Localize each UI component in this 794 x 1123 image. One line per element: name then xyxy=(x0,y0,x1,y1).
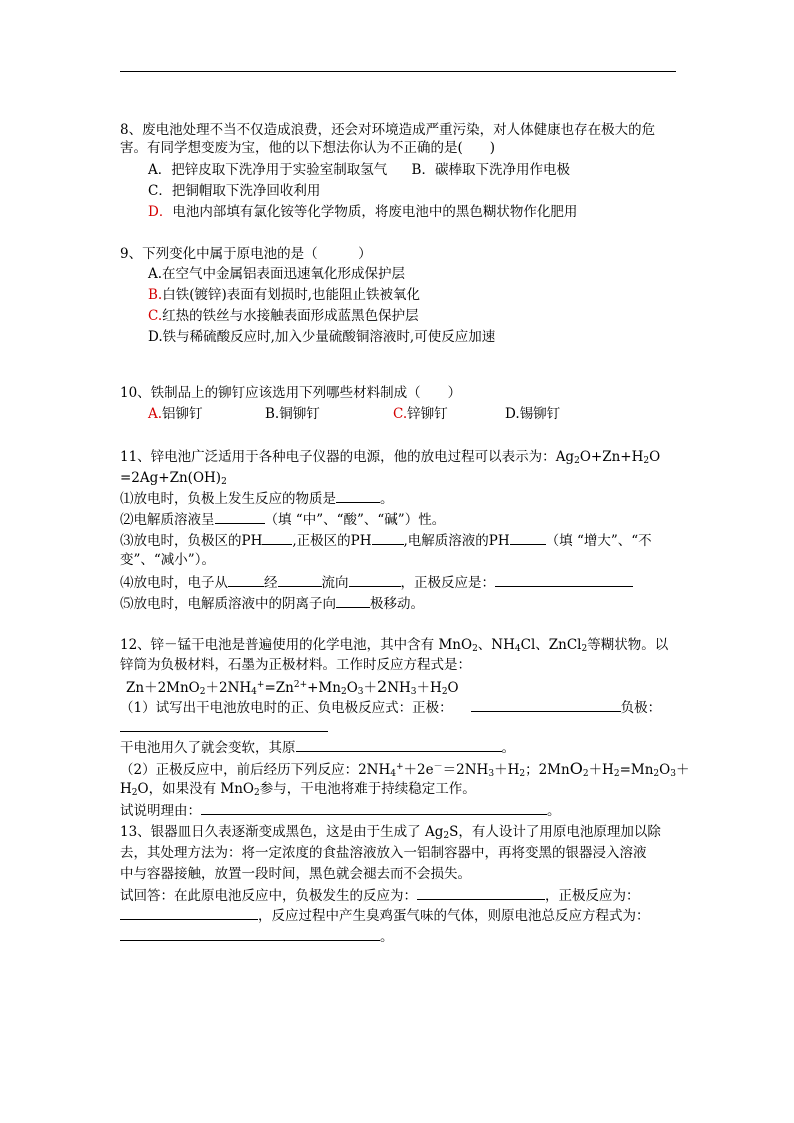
q12-part1-text: 负极： xyxy=(620,700,662,716)
q13-part2-text: ，反应过程中产生臭鸡蛋气味的气体，则原电池总反应方程式为： xyxy=(258,908,650,924)
q12-part1-blank-row xyxy=(120,718,328,737)
q8-option-a-text: A．把锌皮取下洗净用于实验室制取氢气 xyxy=(148,162,388,178)
q8-option-d-letter: D． xyxy=(148,204,173,220)
q11-part2-end: （填 “中”、“酸”、“碱”）性。 xyxy=(264,512,446,528)
answer-blank[interactable] xyxy=(495,573,633,587)
q12-eq-part: ＋ xyxy=(363,680,378,696)
q12-eq-sub: 2 xyxy=(199,687,206,697)
answer-blank[interactable] xyxy=(417,886,545,900)
q12-part2-sub: 2 xyxy=(131,788,138,798)
q12-eq-sub: 4 xyxy=(251,687,257,697)
q11-part1-text: ⑴放电时，负极上发生反应的物质是 xyxy=(120,491,336,507)
q10-stem: 10、铁制品上的铆钉应该选用下列哪些材料制成（ ） xyxy=(120,385,462,401)
q12-eq-sub: 2 xyxy=(441,687,448,697)
q12-reason xyxy=(120,801,561,820)
q11-part5 xyxy=(120,594,424,613)
q11-part3 xyxy=(120,531,652,550)
q11-part4-text: ，正极反应是： xyxy=(400,575,495,591)
q12-part2-sup: + xyxy=(396,762,404,772)
q12-stem-text: 等糊状物。以 xyxy=(587,637,669,653)
q12-eq-part: O xyxy=(346,680,358,696)
q12-part2-cont xyxy=(120,780,476,798)
q9-option-b xyxy=(148,286,420,304)
q10-option-a-text: 铝铆钉 xyxy=(162,406,203,422)
q11-part3-cont: 变”、“减小”）。 xyxy=(120,552,215,568)
answer-blank[interactable] xyxy=(120,906,258,920)
answer-blank[interactable] xyxy=(215,510,265,524)
q12-eq-part: ＋H xyxy=(416,680,442,696)
answer-blank[interactable] xyxy=(510,531,546,545)
q12-eq-sub: 2 xyxy=(340,687,347,697)
answer-blank[interactable] xyxy=(296,738,502,752)
q11-eq2-part: =2Ag+Zn(OH) xyxy=(120,470,222,486)
q9-stem: 9、下列变化中属于原电池的是（ ） xyxy=(120,246,372,262)
q11-stem-line1 xyxy=(120,448,660,466)
answer-blank[interactable] xyxy=(120,927,380,941)
q12-part2-text: （2）正极反应中，前后经历下列反应：2NH xyxy=(120,762,391,778)
q12-eq-part: O xyxy=(447,680,459,696)
q9-option-c-text: 红热的铁丝与水接触表面形成蓝黑色保护层 xyxy=(162,308,419,324)
q9-option-d: D.铁与稀硫酸反应时,加入少量硫酸铜溶液时,可使反应加速 xyxy=(148,329,496,345)
q12-reason-text: 试说明理由： xyxy=(120,803,201,819)
q10-option-a-letter: A. xyxy=(148,406,163,422)
q12-part1-cont xyxy=(120,738,515,757)
q13-part1-text: ，正极反应为： xyxy=(545,888,640,904)
q12-eq-coefficient: 2 xyxy=(377,677,388,696)
q8-option-a xyxy=(148,161,570,179)
q9-option-c-letter: C. xyxy=(148,308,163,324)
q11-part4-text: ⑷放电时，电子从 xyxy=(120,575,228,591)
q12-part2-sub: 4 xyxy=(390,769,396,779)
q12-part2-sub: 2 xyxy=(519,769,526,779)
q9-option-a: A.在空气中金属铝表面迅速氧化形成保护层 xyxy=(148,266,406,282)
q11-part1-end: 。 xyxy=(380,491,394,507)
q11-part3-text: ,电解质溶液的PH xyxy=(403,533,510,549)
q11-part3-text: （填 “增大”、“不 xyxy=(545,533,652,549)
q12-part2-text: ＋ xyxy=(675,762,690,778)
q12-stem-line2: 锌筒为负极材料，石墨为正极材料。工作时反应方程式是： xyxy=(120,657,471,673)
q12-stem-text: Cl、ZnCl xyxy=(520,637,582,653)
q11-part4-text: 流向 xyxy=(321,575,349,591)
q10-option-a xyxy=(148,405,203,423)
q12-part2-sub: 3 xyxy=(488,769,495,779)
q12-stem-line1 xyxy=(120,636,668,654)
q11-part4-text: 经 xyxy=(264,575,278,591)
answer-blank[interactable] xyxy=(201,801,547,815)
q12-part2-sub: 2 xyxy=(253,788,260,798)
q12-stem-text: 、NH xyxy=(477,637,515,653)
q12-part2-text: ；2Mn xyxy=(525,762,570,778)
q12-part2-text: ＝2NH xyxy=(442,762,489,778)
q10-option-c-letter: C. xyxy=(393,406,408,422)
header-rule xyxy=(120,71,676,72)
q11-eq-part: O xyxy=(649,449,661,465)
q12-stem-sub: 4 xyxy=(514,644,521,654)
q13-part2 xyxy=(120,906,650,925)
q13-part1-text: 试回答：在此原电池反应中，负极发生的反应为： xyxy=(120,888,417,904)
q12-eq-part: ＋2NH xyxy=(205,680,252,696)
answer-blank[interactable] xyxy=(120,718,328,732)
q9-option-b-text: 白铁(镀锌)表面有划损时,也能阻止铁被氧化 xyxy=(162,287,421,303)
q12-part2-sup: － xyxy=(433,762,443,772)
q12-part2-text: 参与，干电池将难于持续稳定工作。 xyxy=(259,781,476,797)
q12-part2-sub: 3 xyxy=(670,769,676,779)
q11-eq-sub: 2 xyxy=(574,456,580,466)
q12-eq-part: +Mn xyxy=(307,680,341,696)
q12-eq-sup: + xyxy=(256,680,265,690)
q12-part2-text: ＋H xyxy=(588,762,614,778)
q12-eq-part: =Zn xyxy=(264,680,294,696)
q12-part2-text: ＋H xyxy=(494,762,520,778)
q11-equation-line2 xyxy=(120,469,227,487)
q13-stem-text: 13、银器皿日久表逐渐变成黑色，这是由于生成了 Ag xyxy=(120,824,444,840)
q10-option-d: D.锡铆钉 xyxy=(505,406,561,422)
q13-stem-text: S，有人设计了用原电池原理加以除 xyxy=(449,824,661,840)
answer-blank[interactable] xyxy=(278,573,322,587)
answer-blank[interactable] xyxy=(349,573,401,587)
q11-part5-text: ⑸放电时，电解质溶液中的阴离子向 xyxy=(120,596,336,612)
q8-option-c: C．把铜帽取下洗净回收利用 xyxy=(148,183,321,199)
q8-stem-line1: 8、废电池处理不当不仅造成浪费，还会对环境造成严重污染，对人体健康也存在极大的危 xyxy=(120,122,656,138)
q11-part3-text: ,正极区的PH xyxy=(292,533,372,549)
q9-option-c xyxy=(148,307,419,325)
q13-stem-line1 xyxy=(120,823,661,841)
q12-part2-text: =Mn xyxy=(619,762,654,778)
q12-stem-sub: 2 xyxy=(581,644,588,654)
q12-part2-sub: 2 xyxy=(653,769,660,779)
q13-part3 xyxy=(120,927,394,946)
q11-eq-part: Ag xyxy=(555,449,575,465)
q11-equation xyxy=(556,449,661,465)
q12-reason-end: 。 xyxy=(547,803,561,819)
q13-part1 xyxy=(120,886,640,905)
q11-eq2-sub: 2 xyxy=(221,477,227,487)
q12-part2-sub: 2 xyxy=(582,769,589,779)
q12-stem-text: 12、锌－锰干电池是普遍使用的化学电池，其中含有 MnO xyxy=(120,637,473,653)
q11-eq-sub: 2 xyxy=(643,456,650,466)
q13-stem-line2: 去，其处理方法为：将一定浓度的食盐溶液放入一铝制容器中，再将变黑的银器浸入溶液 xyxy=(120,845,647,861)
q12-part2-sub: 2 xyxy=(613,769,620,779)
q12-eq-sub: 3 xyxy=(357,687,364,697)
answer-blank[interactable] xyxy=(228,573,264,587)
q12-part2 xyxy=(120,760,689,779)
q8-option-d xyxy=(148,203,577,221)
q9-option-b-letter: B. xyxy=(148,287,163,303)
q12-part2-text: H xyxy=(120,781,132,797)
q12-eq-sub: 3 xyxy=(410,687,417,697)
q11-eq-part: O+Zn+H xyxy=(579,449,644,465)
q12-eq-sup: 2+ xyxy=(293,680,308,690)
answer-blank[interactable] xyxy=(372,531,404,545)
q12-eq-part: NH xyxy=(387,680,411,696)
q8-stem-line2: 害。有同学想变废为宝，他的以下想法你认为不正确的是( ) xyxy=(120,140,496,156)
q8-option-b-text: B．碳棒取下洗净用作电极 xyxy=(411,162,570,178)
q13-part3-end: 。 xyxy=(380,929,394,945)
q10-option-b: B.铜铆钉 xyxy=(265,406,320,422)
q11-part2-text: ⑵电解质溶液呈 xyxy=(120,512,215,528)
q12-equation xyxy=(126,678,459,697)
q12-stem-sub: 2 xyxy=(472,644,478,654)
q12-part2-text: O xyxy=(659,762,671,778)
q11-part1 xyxy=(120,489,394,508)
answer-blank[interactable] xyxy=(262,531,292,545)
answer-blank[interactable] xyxy=(471,698,621,712)
q12-part2-text: O，如果没有 MnO xyxy=(137,781,254,797)
q12-part1 xyxy=(120,698,661,717)
answer-blank[interactable] xyxy=(336,489,380,503)
q11-part4 xyxy=(120,573,633,592)
q11-part3-text: ⑶放电时，负极区的PH xyxy=(120,533,263,549)
q10-option-c xyxy=(393,405,448,423)
answer-blank[interactable] xyxy=(336,594,370,608)
q11-part2 xyxy=(120,510,445,529)
q12-part2-text: O xyxy=(569,759,583,778)
q13-stem-line3: 中与容器接触，放置一段时间，黑色就会褪去而不会损失。 xyxy=(120,866,471,882)
q12-part2-text: ＋2e xyxy=(403,762,434,778)
q12-part1-end: 。 xyxy=(501,740,515,756)
q11-stem-text: 11、锌电池广泛适用于各种电子仪器的电源，他的放电过程可以表示为： xyxy=(120,449,556,465)
q12-eq-part: Zn＋2MnO xyxy=(126,680,200,696)
q12-part1-text: （1）试写出干电池放电时的正、负电极反应式：正极： xyxy=(120,700,453,716)
q10-option-c-text: 锌铆钉 xyxy=(407,406,448,422)
q8-option-d-text: 电池内部填有氯化铵等化学物质，将废电池中的黑色糊状物作化肥用 xyxy=(172,204,578,220)
q11-part5-end: 极移动。 xyxy=(370,596,424,612)
q13-stem-sub: 2 xyxy=(443,831,450,841)
q12-part1-text: 干电池用久了就会变软，其原 xyxy=(120,740,296,756)
